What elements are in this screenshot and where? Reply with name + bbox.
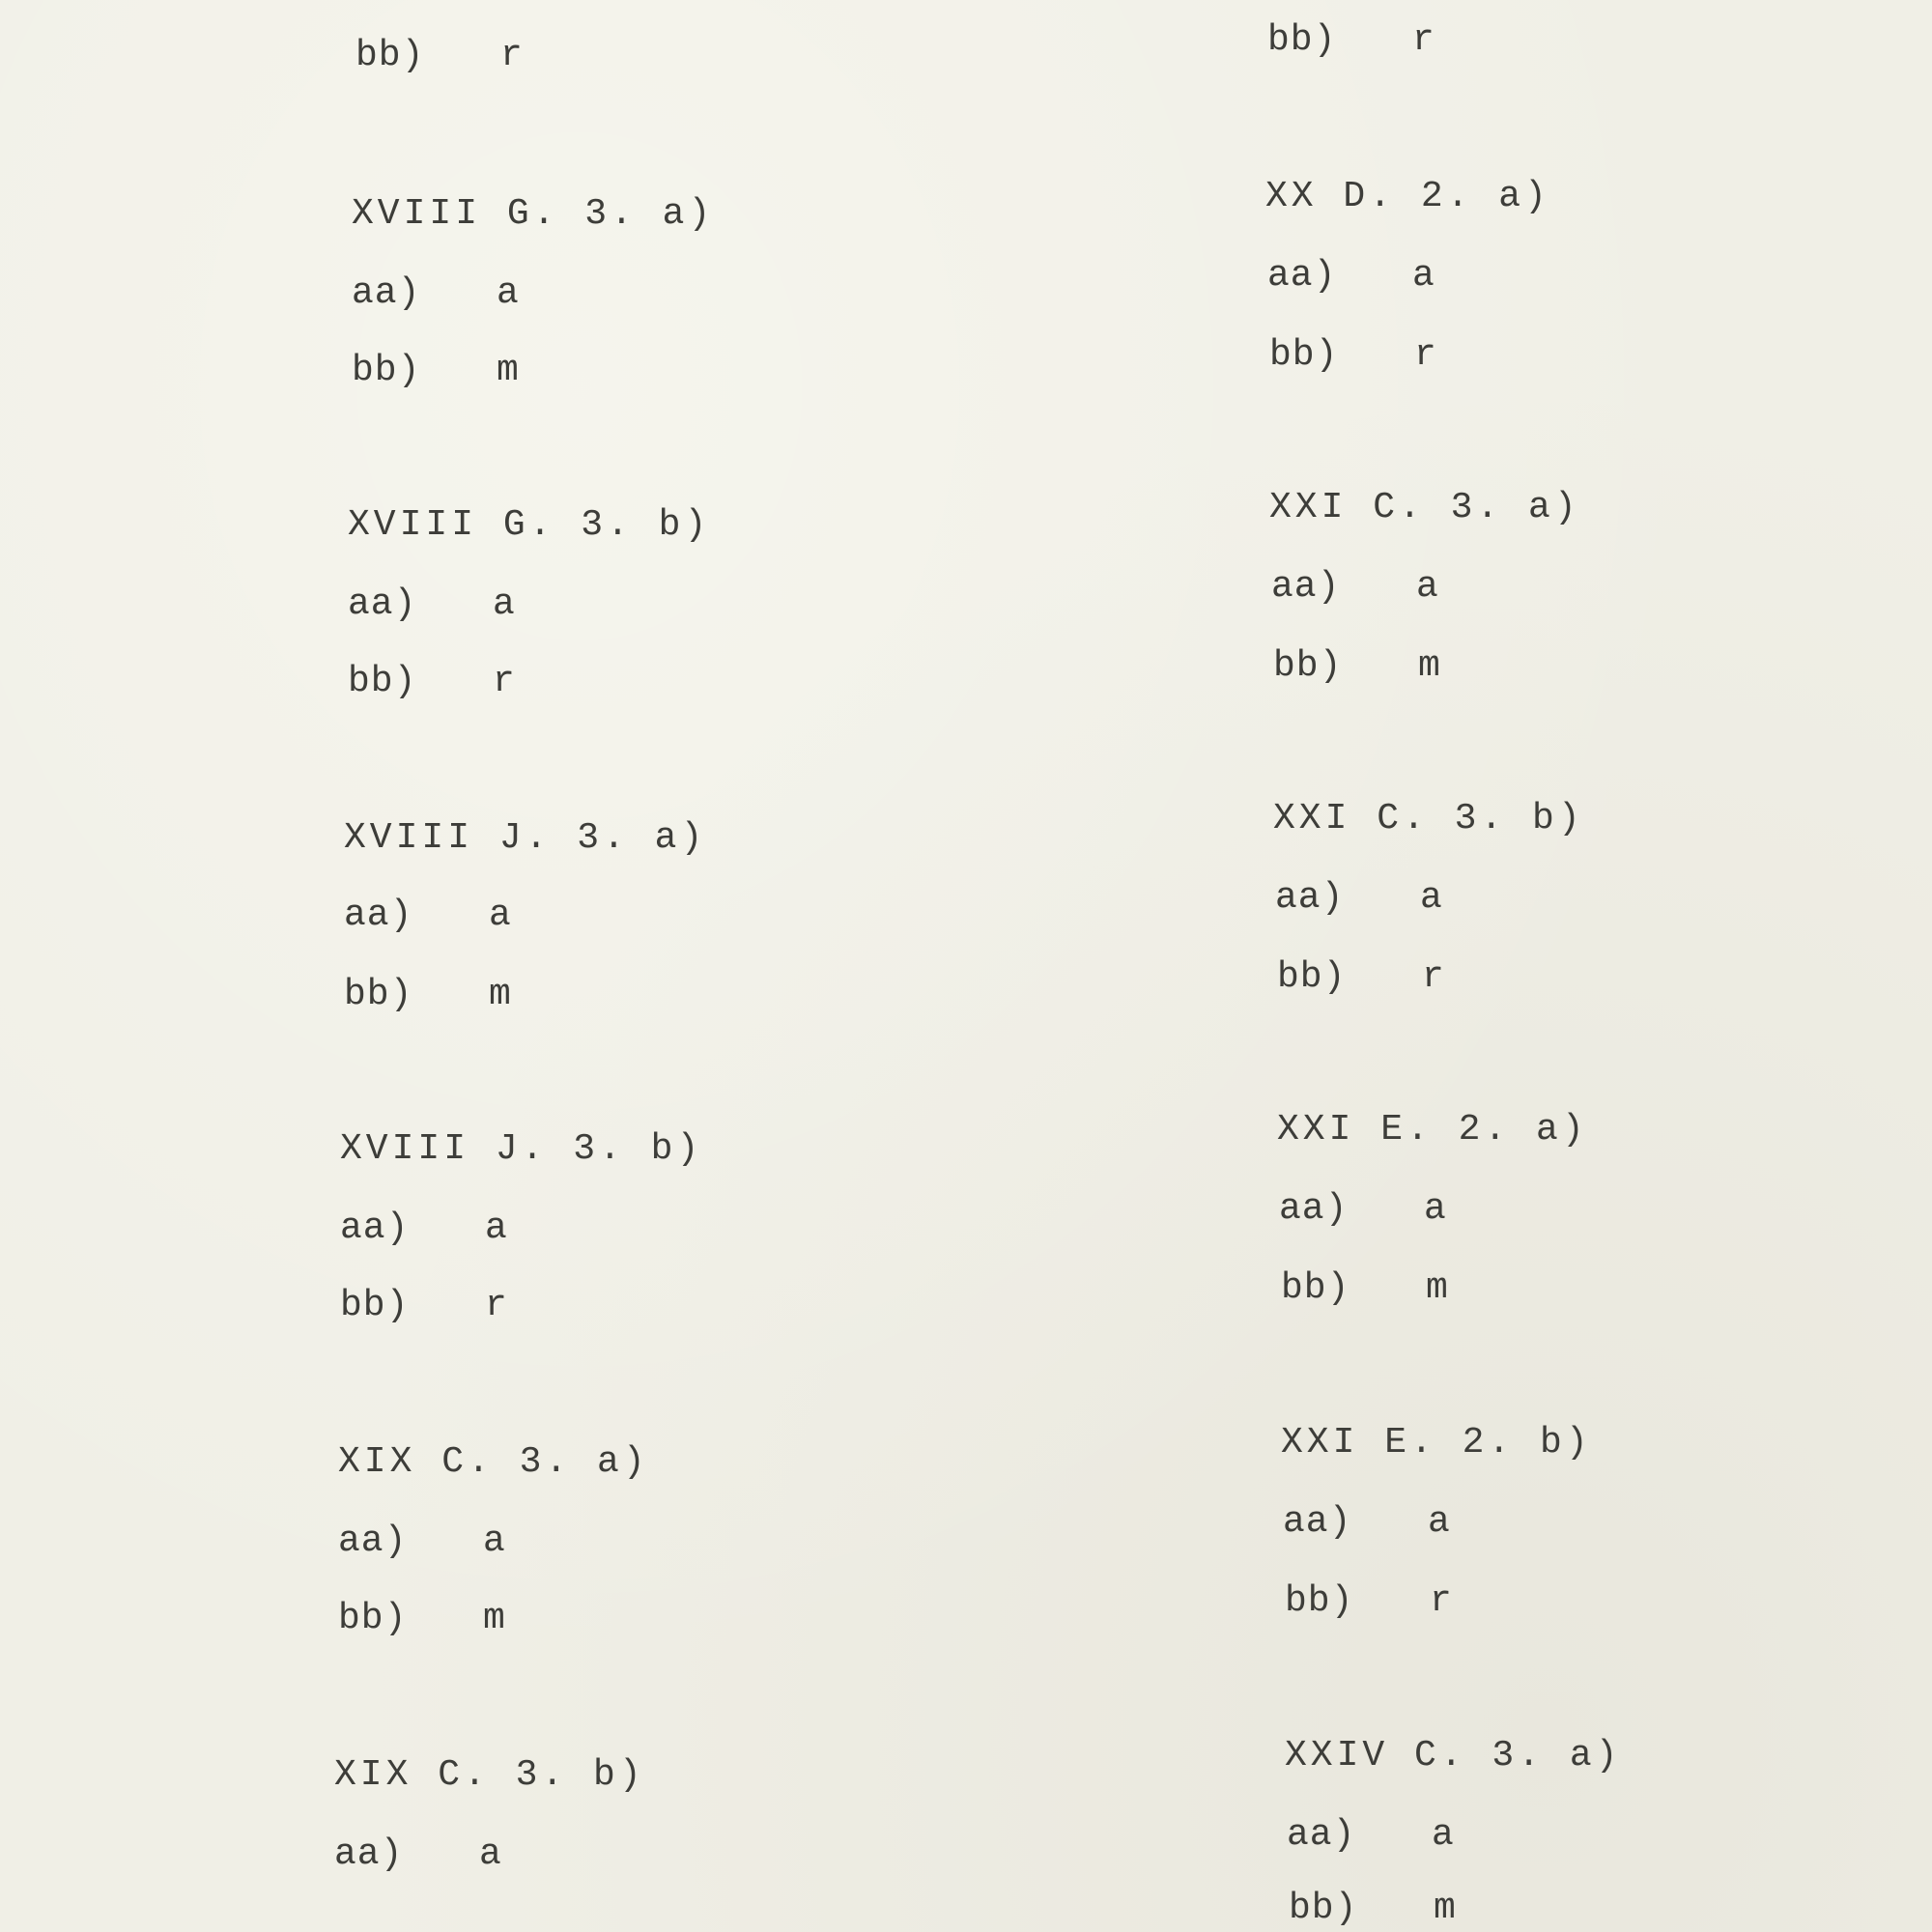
row-label: aa) — [1283, 1501, 1352, 1543]
row-label: aa) — [348, 583, 417, 625]
right-top-fragment — [1267, 19, 1435, 62]
entry-heading: XVIII G. 3. a) — [352, 193, 715, 235]
entry-row — [1269, 334, 1437, 377]
row-label: aa) — [334, 1833, 404, 1875]
entry-row — [1287, 1814, 1455, 1857]
row-label: aa) — [338, 1520, 408, 1562]
entry-row — [1285, 1580, 1453, 1623]
row-label: bb) — [1267, 19, 1337, 61]
row-label: bb) — [1277, 956, 1347, 998]
row-value: m — [1418, 645, 1441, 687]
row-label: aa) — [352, 272, 421, 314]
row-value: r — [500, 35, 524, 76]
row-label: aa) — [1279, 1188, 1349, 1230]
entry-row — [1289, 1888, 1457, 1930]
entry-row — [352, 350, 520, 392]
entry-heading: XIX C. 3. a) — [338, 1441, 649, 1483]
row-value: m — [497, 350, 520, 391]
row-value: m — [483, 1598, 506, 1639]
entry-row — [1273, 645, 1441, 688]
row-value: r — [1430, 1580, 1453, 1622]
row-label: aa) — [344, 895, 413, 936]
entry-heading: XVIII G. 3. b) — [348, 504, 711, 546]
row-label: bb) — [1281, 1267, 1350, 1309]
row-value: a — [1412, 255, 1435, 297]
entry-heading: XXI E. 2. b) — [1281, 1422, 1592, 1463]
row-label: aa) — [1267, 255, 1337, 297]
row-value: r — [493, 661, 516, 702]
entry-heading: XXIV C. 3. a) — [1285, 1735, 1622, 1776]
entry-row — [352, 272, 520, 315]
row-value: a — [489, 895, 512, 936]
row-label: aa) — [340, 1208, 410, 1249]
row-value: a — [1420, 877, 1443, 919]
entry-heading: XXI C. 3. a) — [1269, 487, 1580, 528]
row-label: aa) — [1275, 877, 1345, 919]
entry-row — [1283, 1501, 1451, 1544]
row-label: bb) — [355, 35, 425, 76]
row-label: bb) — [348, 661, 417, 702]
entry-heading: XXI C. 3. b) — [1273, 798, 1584, 839]
entry-row — [340, 1285, 508, 1327]
row-value: a — [485, 1208, 508, 1249]
row-value: r — [1412, 19, 1435, 61]
row-value: r — [485, 1285, 508, 1326]
row-value: a — [1416, 566, 1439, 608]
row-label: bb) — [1285, 1580, 1354, 1622]
row-value: m — [1426, 1267, 1449, 1309]
row-label: bb) — [1273, 645, 1343, 687]
row-value: r — [1414, 334, 1437, 376]
entry-heading: XVIII J. 3. a) — [344, 817, 707, 859]
row-label: bb) — [352, 350, 421, 391]
row-value: m — [1434, 1888, 1457, 1929]
entry-heading: XVIII J. 3. b) — [340, 1128, 703, 1170]
entry-row — [338, 1520, 506, 1563]
entry-row — [1271, 566, 1439, 609]
row-label: bb) — [1289, 1888, 1358, 1929]
row-value: a — [1424, 1188, 1447, 1230]
entry-row — [348, 661, 516, 703]
entry-heading: XIX C. 3. b) — [334, 1754, 645, 1796]
entry-row — [344, 895, 512, 937]
entry-row — [338, 1598, 506, 1640]
row-value: a — [1432, 1814, 1455, 1856]
entry-heading: XX D. 2. a) — [1265, 176, 1550, 217]
row-value: a — [483, 1520, 506, 1562]
row-label: bb) — [338, 1598, 408, 1639]
row-label: aa) — [1287, 1814, 1356, 1856]
row-value: a — [479, 1833, 502, 1875]
left-top-fragment — [355, 35, 524, 77]
entry-row — [344, 974, 512, 1016]
entry-row — [334, 1833, 502, 1876]
entry-row — [1277, 956, 1445, 999]
row-value: r — [1422, 956, 1445, 998]
row-value: a — [1428, 1501, 1451, 1543]
entry-row — [1267, 255, 1435, 298]
row-value: m — [489, 974, 512, 1015]
row-label: bb) — [1269, 334, 1339, 376]
row-label: aa) — [1271, 566, 1341, 608]
row-label: bb) — [340, 1285, 410, 1326]
row-value: a — [497, 272, 520, 314]
entry-row — [1281, 1267, 1449, 1310]
entry-heading: XXI E. 2. a) — [1277, 1109, 1588, 1151]
entry-row — [340, 1208, 508, 1250]
entry-row — [348, 583, 516, 626]
entry-row — [1279, 1188, 1447, 1231]
row-label: bb) — [344, 974, 413, 1015]
entry-row — [1275, 877, 1443, 920]
row-value: a — [493, 583, 516, 625]
